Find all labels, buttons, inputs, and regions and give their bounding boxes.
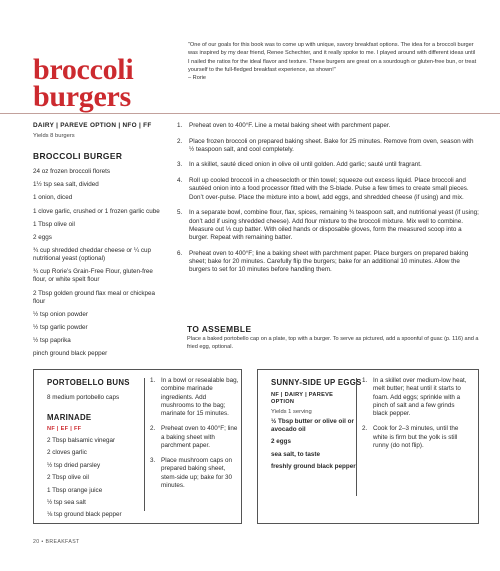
step-text: Roll up cooled broccoli in a cheesecloth or thin towel; squeeze out excess liquid. Place broccoli and sautéed onion into a food processor fitted with the S-blade. Pulse a few times to create small pieces. Don’t over-pulse. Place the mixture into a bowl, add eggs, and shredded cheese (if using) and mix. — [189, 177, 469, 201]
method-step — [177, 250, 479, 275]
method-step — [177, 161, 479, 169]
ingredients-list — [33, 168, 165, 363]
eggs-ingredient: freshly ground black pepper — [271, 463, 356, 471]
ingredients-heading: BROCCOLI BURGER — [33, 151, 123, 161]
ingredient-item: ¾ cup Rorie’s Grain-Free Flour, gluten-free flour, or white spelt flour — [33, 268, 153, 284]
eggs-ingredient: sea salt, to taste — [271, 450, 320, 458]
step-number: 4. — [177, 177, 183, 185]
ingredient-item: 1 onion, diced — [33, 194, 73, 202]
eggs-steps — [362, 377, 470, 457]
recipe-title — [33, 53, 173, 113]
portobello-ingredient: 8 medium portobello caps — [47, 394, 120, 401]
step-number: 2. — [362, 425, 368, 433]
box-divider — [144, 378, 145, 511]
step-text: Preheat oven to 400°F; line a baking sheet with parchment paper. — [161, 425, 238, 449]
step-number: 1. — [362, 377, 368, 384]
ingredient-item: 2 Tbsp golden ground flax meal or chickpea flour — [33, 289, 156, 305]
marinade-item: ⅛ tsp ground black pepper — [47, 511, 122, 519]
step-number: 5. — [177, 209, 183, 217]
title-line-2: burgers — [33, 80, 131, 113]
ingredient-item: 2 eggs — [33, 233, 52, 241]
marinade-heading: MARINADE — [47, 413, 92, 422]
box-divider — [356, 378, 357, 496]
ingredient-item: pinch ground black pepper — [33, 350, 108, 358]
step-number: 6. — [177, 249, 183, 257]
header-divider — [0, 113, 500, 114]
ingredient-item: ½ tsp paprika — [33, 337, 71, 345]
yields-text: Yields 8 burgers — [33, 133, 75, 139]
intro-quote — [188, 41, 478, 82]
ingredient-item: 1 clove garlic, crushed or 1 frozen garlic cube — [33, 207, 160, 215]
title-line-1: broccoli — [33, 53, 134, 86]
step-text: In a bowl or resealable bag, combine marinade ingredients. Add mushrooms to the bag; marinate for 15 minutes. — [161, 377, 239, 418]
portobello-step — [150, 425, 240, 450]
portobello-heading: PORTOBELLO BUNS — [47, 378, 130, 387]
eggs-step — [362, 425, 470, 450]
step-number: 1. — [177, 122, 183, 129]
ingredient-item: 1 Tbsp olive oil — [33, 220, 75, 228]
marinade-tags: NF | EF | FF — [47, 426, 82, 432]
marinade-item: 2 Tbsp olive oil — [47, 474, 89, 482]
quote-text: “One of our goals for this book was to come up with unique, savory breakfast options. The idea for a broccoli burger was inspired by my dear friend, Renee Schechter, and it really spoke to me. I played around with different ideas until I nailed the ratios for the ideal flavor and texture. These burgers are great on a sourdough or gluten-free bun, or treat yourself to the full-fledged breakfast experience, as shown!” — [188, 42, 477, 73]
portobello-box — [33, 369, 242, 524]
step-text: In a skillet, sauté diced onion in olive oil until golden. Add garlic; sauté until fragrant. — [189, 161, 422, 169]
method-step — [177, 177, 479, 202]
assemble-text: Place a baked portobello cap on a plate, top with a burger. To serve as pictured, add a spoonful of guac (p. 116) and a fried egg, optional. — [187, 336, 479, 351]
eggs-ingredient: ½ Tbsp butter or olive oil or avocado oil — [271, 418, 354, 433]
marinade-item: ½ tsp sea salt — [47, 498, 86, 506]
ingredient-item: ½ tsp garlic powder — [33, 323, 88, 331]
eggs-step — [362, 377, 470, 418]
method-steps — [177, 122, 479, 282]
step-text: Preheat oven to 400°F; line a baking sheet with parchment paper. Place burgers on prepared baking sheet; bake for 20 minutes. Carefully flip the burgers; bake for an additional 10 minutes. Allow the burgers to set for 10 minutes before handling them. — [189, 249, 469, 274]
quote-attribution: – Rorie — [188, 75, 207, 82]
marinade-list — [47, 437, 147, 524]
marinade-item: 1 Tbsp orange juice — [47, 486, 103, 494]
portobello-steps — [150, 377, 240, 497]
page-footer: 20 • BREAKFAST — [33, 539, 80, 545]
ingredient-item: 1½ tsp sea salt, divided — [33, 181, 99, 189]
step-number: 2. — [177, 137, 183, 145]
step-number: 3. — [177, 161, 183, 169]
method-step — [177, 122, 479, 130]
method-step — [177, 138, 479, 155]
portobello-step — [150, 457, 240, 490]
eggs-tags: NF | DAIRY | PAREVE OPTION — [271, 392, 334, 406]
step-text: In a skillet over medium-low heat, melt butter; heat until it starts to foam. Add eggs; sprinkle with a pinch of salt and a few grinds black pepper. — [373, 377, 467, 418]
eggs-ingredient: 2 eggs — [271, 438, 291, 446]
marinade-item: 2 cloves garlic — [47, 449, 87, 457]
eggs-yields: Yields 1 serving — [271, 409, 312, 415]
marinade-item: ½ tsp dried parsley — [47, 461, 101, 469]
step-number: 1. — [150, 377, 156, 384]
marinade-item: 2 Tbsp balsamic vinegar — [47, 437, 116, 444]
method-step — [177, 209, 479, 242]
step-number: 2. — [150, 425, 156, 433]
eggs-heading: SUNNY-SIDE UP EGGS — [271, 378, 362, 387]
step-text: In a separate bowl, combine flour, flax, spices, remaining ¾ teaspoon salt, and nutritional yeast (if using; don’t add if using shredded cheese). Add flour mixture to the broccoli mixture. Mix well to combine. Measure out ⅓ cup batter. With oiled hands or disposable gloves, form the measured scoop into a burger. Repeat with remaining batter. — [189, 209, 479, 242]
eggs-box — [257, 369, 479, 524]
step-text: Preheat oven to 400°F. Line a metal baking sheet with parchment paper. — [189, 122, 391, 129]
step-number: 3. — [150, 456, 156, 464]
assemble-heading: TO ASSEMBLE — [187, 324, 252, 334]
ingredient-item: 24 oz frozen broccoli florets — [33, 168, 110, 175]
ingredient-item: ½ tsp onion powder — [33, 310, 88, 318]
step-text: Cook for 2–3 minutes, until the white is firm but the yolk is still runny (do not flip). — [373, 425, 459, 449]
portobello-step — [150, 377, 240, 418]
step-text: Place frozen broccoli on prepared baking sheet. Bake for 25 minutes. Remove from oven, season with ½ teaspoon salt, and cool completely. — [189, 137, 474, 153]
dietary-tags: DAIRY | PAREVE OPTION | NFO | FF — [33, 122, 152, 129]
step-text: Place mushroom caps on prepared baking sheet, stem-side up; bake for 30 minutes. — [161, 456, 233, 489]
ingredient-item: ¾ cup shredded cheddar cheese or ¼ cup nutritional yeast (optional) — [33, 247, 151, 263]
eggs-ingredients — [271, 418, 356, 476]
